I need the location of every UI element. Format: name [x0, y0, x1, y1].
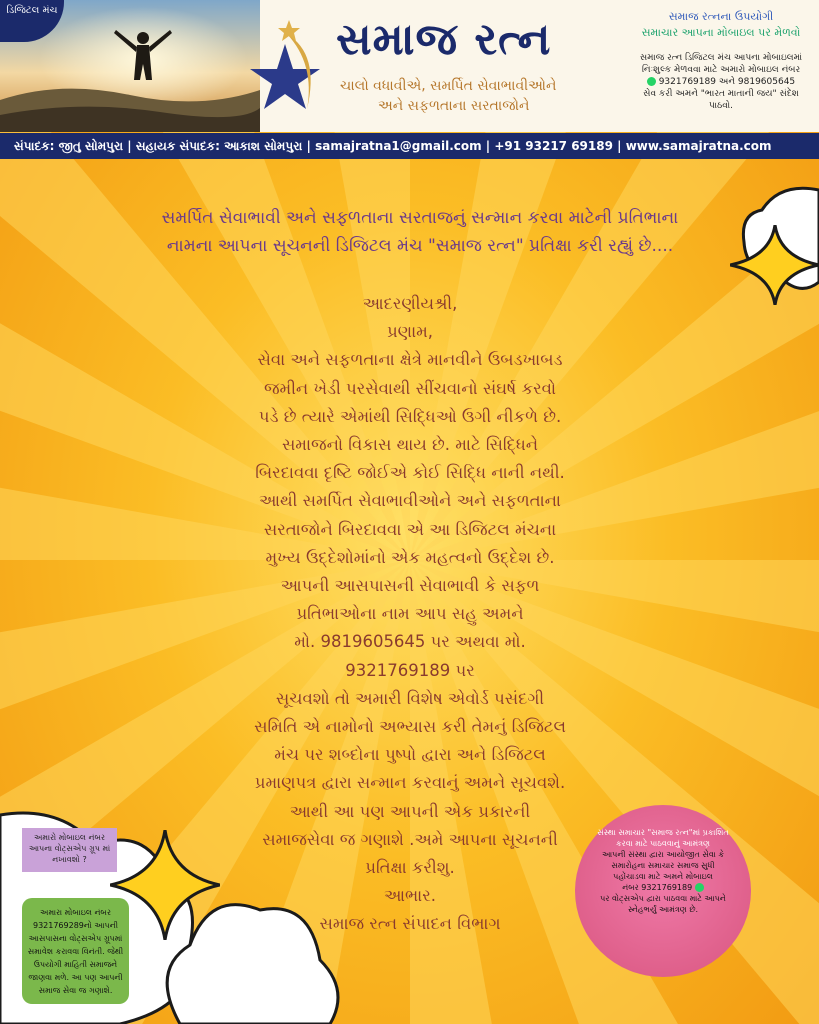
- letter-body: [190, 290, 630, 939]
- intro-text: [100, 204, 740, 260]
- letter-line: બિરદાવવા દૃષ્ટિ જોઈએ કોઈ સિદ્ધિ નાની નથી.: [255, 463, 565, 483]
- info-text-2: નિઃશુલ્ક મેળવવા માટે અમારો મોબાઇલ નંબર: [641, 65, 801, 75]
- info-text-1: સમાજ રત્ન ડિજિટલ મંચ આપના મોબાઇલમાં: [639, 53, 803, 63]
- letter-line: પ્રતિભાઓના નામ આપ સહુ અમને: [296, 604, 524, 624]
- letter-line: સમાજસેવા જ ગણાશે .અમે આપના સૂચનની: [262, 829, 558, 849]
- letter-line: 9321769189 પર: [345, 660, 475, 680]
- intro-line-2: નામના આપના સૂચનની ડિજિટલ મંચ "સમાજ રત્ન" પ્રતિક્ષા કરી રહ્યું છે....: [166, 236, 674, 256]
- header-info-box: [625, 8, 817, 130]
- letter-line: મો. 9819605645 પર અથવા મો.: [294, 632, 526, 652]
- whatsapp-group-question: અમારો મોબાઇલ નંબર આપના વોટ્સએપ ગ્રૂપ માં નખાવશો ?: [22, 828, 117, 872]
- intro-line-1: સમર્પિત સેવાભાવી અને સફળતાના સરતાજનું સન્માન કરવા માટેની પ્રતિભાના: [161, 208, 679, 228]
- info-text-3: 9321769189 અને 9819605645: [658, 77, 796, 87]
- digital-manch-badge: ડિજિટલ મંચ: [0, 0, 64, 42]
- letter-line: પ્રમાણપત્ર દ્વારા સન્માન કરવાનું અમને સૂચવશે.: [254, 773, 566, 793]
- site-title: સમાજ રત્ન: [336, 14, 552, 65]
- letter-line: સૂચવશો તો અમારી વિશેષ એવોર્ડ પસંદગી: [275, 688, 545, 708]
- letter-line: પડે છે ત્યારે એમાંથી સિદ્ધિઓ ઉગી નીકળે છે.: [258, 406, 562, 426]
- letter-line: આભાર.: [383, 886, 436, 906]
- letter-line: સેવા અને સફળતાના ક્ષેત્રે માનવીને ઉબડખાબડ: [257, 350, 563, 370]
- letter-signature: સમાજ રત્ન સંપાદન વિભાગ: [319, 914, 501, 934]
- star-icon: [730, 225, 819, 305]
- letter-line: મંચ પર શબ્દોના પુષ્પો દ્વારા અને ડિજિટલ: [274, 745, 546, 765]
- header: [0, 0, 819, 132]
- letter-line: સમાજનો વિકાસ થાય છે. માટે સિદ્ધિને: [281, 435, 539, 455]
- logo-star-icon: [245, 14, 330, 119]
- letter-line: પ્રણામ,: [386, 322, 434, 342]
- whatsapp-icon: [647, 77, 656, 86]
- info-heading-1: સમાજ રત્નના ઉપયોગી: [668, 10, 774, 23]
- tagline-line-2: અને સફળતાના સરતાજોને: [378, 98, 530, 114]
- letter-line: જમીન ખેડી પરસેવાથી સીંચવાનો સંઘર્ષ કરવો: [263, 378, 557, 398]
- tagline-line-1: ચાલો વધાવીએ, સમર્પિત સેવાભાવીઓને: [340, 78, 557, 94]
- letter-line: આપની આસપાસની સેવાભાવી કે સફળ: [280, 576, 540, 596]
- whatsapp-group-request: અમારા મોબાઇલ નંબર 9321769289નો આપની આસપાસના વોટ્સએપ ગ્રૂપમાં સમાવેશ કરાવવા વિનંતી. જેથી ઉપયોગી માહિતી સમાજને જાણવા મળે. આ પણ આપની સમાજ સેવા જ ગણાશે.: [22, 898, 129, 1004]
- info-text-5: પાઠવો.: [708, 101, 733, 111]
- invitation-closing: પર વોટ્સએપ દ્વારા પાઠવવા માટે આપને સ્નેહભર્યું આમંત્રણ છે.: [600, 894, 726, 914]
- letter-line: મુખ્ય ઉદ્દેશોમાંનો એક મહત્વનો ઉદ્દેશ છે.: [265, 547, 555, 567]
- letter-line: સરતાજોને બિરદાવવા એ આ ડિજિટલ મંચના: [263, 519, 557, 539]
- info-text-4: સેવ કરી અમને "ભારત માતાની જય" સંદેશ: [643, 89, 799, 99]
- letter-line: આથી આ પણ આપની એક પ્રકારની: [289, 801, 531, 821]
- invitation-text: આપની સંસ્થા દ્વારા આયોજીત સેવા કે સમારોહના સમાચાર સમાજ સુધી પહોંચાડવા માટે અમને મોબાઇલ: [601, 850, 725, 881]
- letter-line: આથી સમર્પિત સેવાભાવીઓને અને સફળતાના: [259, 491, 561, 511]
- invitation-heading: સંસ્થા સમાચાર "સમાજ રત્ન"માં પ્રકાશિત કરવા માટે પાઠવવાનું આમંત્રણ: [597, 828, 729, 848]
- letter-line: આદરણીયશ્રી,: [362, 294, 458, 313]
- invitation-number: નંબર 9321769189: [622, 883, 693, 892]
- letter-line: પ્રતિક્ષા કરીશુ.: [365, 858, 455, 878]
- info-heading-2: સમાચાર આપના મોબાઇલ પર મેળવો: [641, 26, 801, 39]
- whatsapp-icon: [695, 883, 704, 892]
- info-text: [625, 52, 817, 112]
- editor-contact-bar: સંપાદક: જીતુ સોમપુરા | સહાયક સંપાદક: આકાશ સોમપુરા | samajratna1@gmail.com | +91 93217 69189 | www.samajratna.com: [0, 133, 819, 159]
- letter-line: સમિતિ એ નામોનો અભ્યાસ કરી તેમનું ડિજિટલ: [254, 717, 566, 737]
- news-invitation-circle: [575, 805, 751, 977]
